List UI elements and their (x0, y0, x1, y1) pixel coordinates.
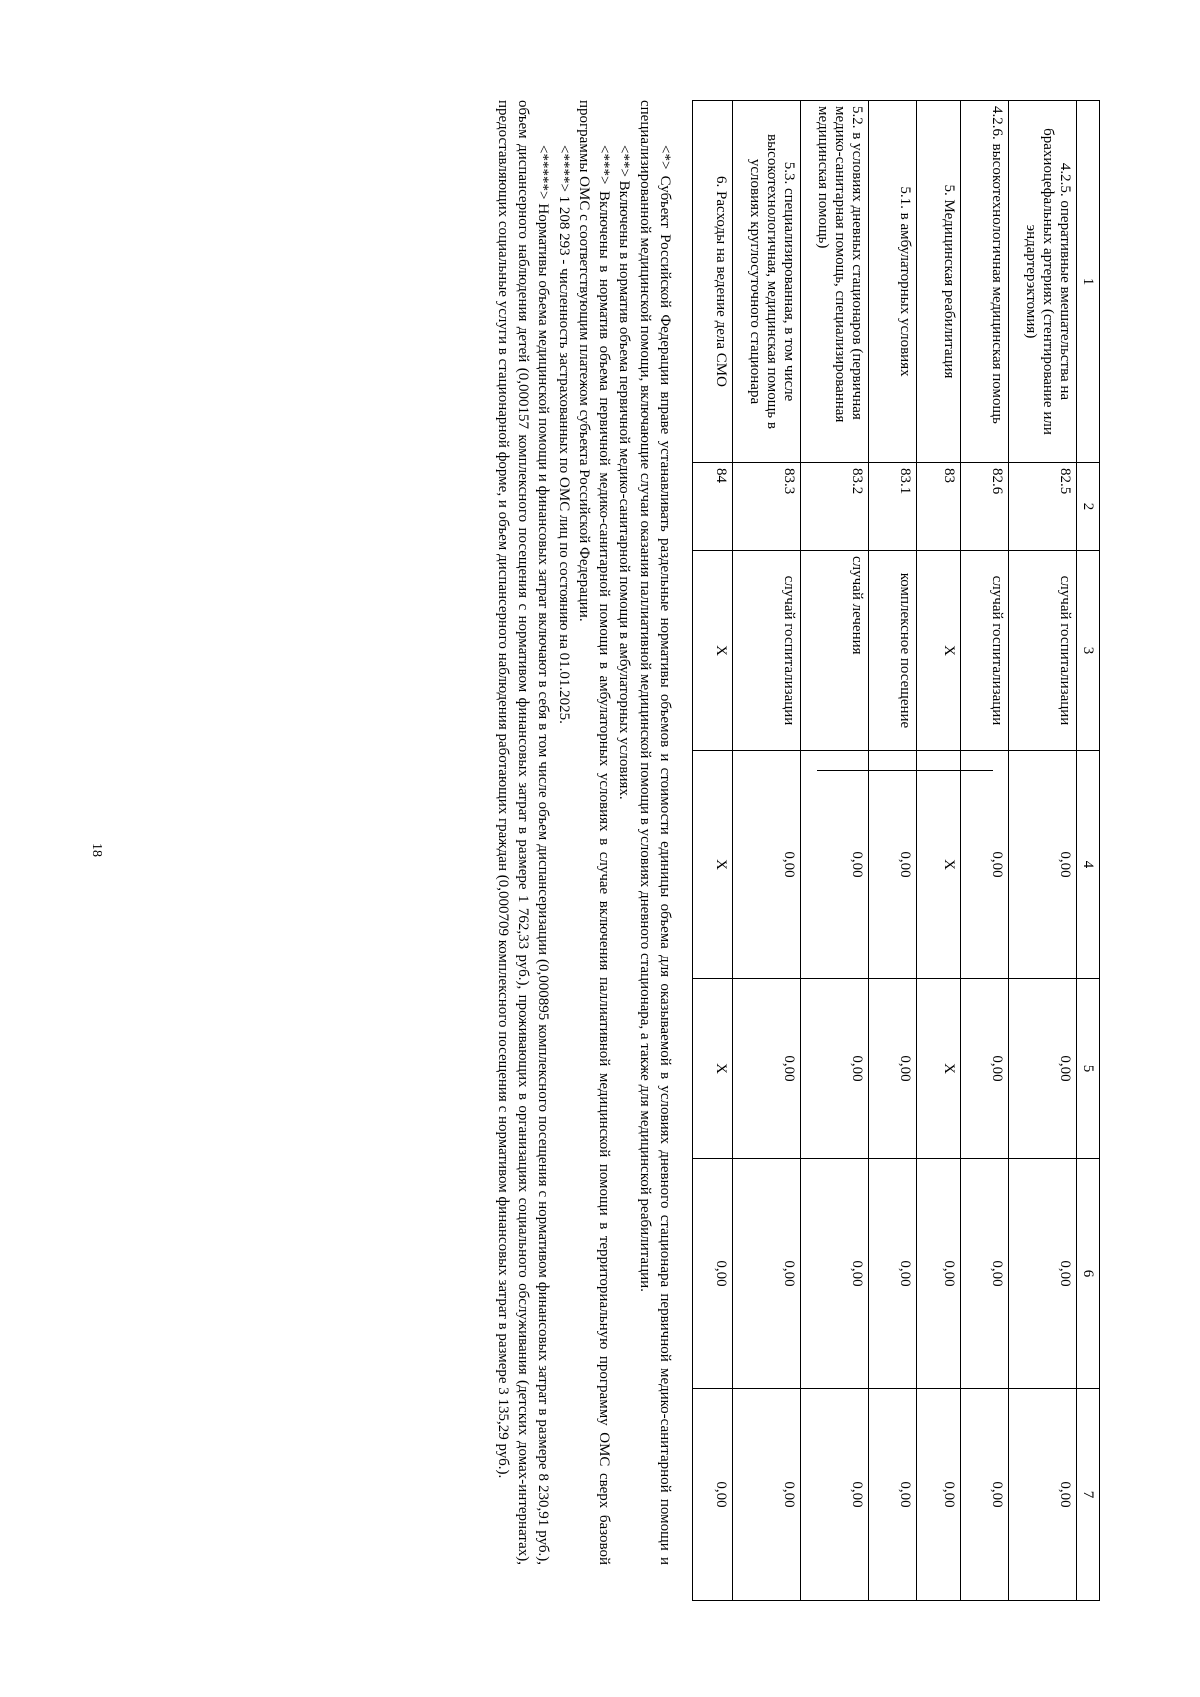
row-name-cell: 6. Расходы на ведение дела СМО (693, 101, 733, 463)
unit-cell: случай госпитализации (733, 551, 801, 751)
value-cell: 0,00 (1009, 979, 1077, 1159)
value-cell: 0,00 (801, 751, 869, 979)
value-cell: 0,00 (961, 979, 1009, 1159)
value-cell: X (917, 979, 961, 1159)
row-name-cell: 5.1. в амбулаторных условиях (869, 101, 917, 463)
footnote: <****> 1 208 293 - численность застрахованных по ОМС лиц по состоянию на 01.01.2025. (555, 145, 572, 724)
footnote: <*> Субъект Российской Федерации вправе устанавливать раздельные нормативы объемов и стоимости единицы объема для оказываемой в условиях дневного стационара первичной медико-санитарной помощи и специализированной медицинской помощи, включающие случаи оказания паллиативной медицинской помощи в условиях дневного стационара, а также для медицинской реабилитации. (636, 100, 673, 1565)
header-cell: 7 (1077, 1389, 1100, 1601)
value-cell: 0,00 (869, 1389, 917, 1601)
row-name-cell: 5.2. в условиях дневных стационаров (первичная медико-санитарная помощь, специализированная медицинская помощь) (801, 101, 869, 463)
row-code-cell: 83.3 (733, 463, 801, 551)
value-cell: 0,00 (869, 751, 917, 979)
row-code-cell: 83.1 (869, 463, 917, 551)
header-cell: 6 (1077, 1159, 1100, 1389)
row-code-cell: 82.6 (961, 463, 1009, 551)
table-header-row (1077, 101, 1100, 1601)
unit-cell: X (693, 551, 733, 751)
value-cell: 0,00 (801, 1389, 869, 1601)
value-cell: X (917, 751, 961, 979)
table-row (961, 101, 1009, 1601)
table-row (801, 101, 869, 1601)
footnote: <***> Включены в норматив объема первичной медико-санитарной помощи в амбулаторных условиях в случае включения паллиативной медицинской помощи в территориальную программу ОМС сверх базовой программы ОМС с соответствующим платежом субъекта Российской Федерации. (576, 100, 613, 1565)
row-name-cell: 4.2.6. высокотехнологичная медицинская помощь (961, 101, 1009, 463)
separator-line (817, 770, 993, 771)
value-cell: 0,00 (1009, 1159, 1077, 1389)
value-cell: 0,00 (801, 1159, 869, 1389)
unit-cell: случай госпитализации (1009, 551, 1077, 751)
value-cell: 0,00 (961, 1389, 1009, 1601)
row-code-cell: 82.5 (1009, 463, 1077, 551)
value-cell: 0,00 (733, 1389, 801, 1601)
page-number: 18 (89, 843, 104, 857)
row-code-cell: 83.2 (801, 463, 869, 551)
value-cell: 0,00 (917, 1389, 961, 1601)
header-cell: 2 (1077, 463, 1100, 551)
value-cell: 0,00 (869, 979, 917, 1159)
unit-cell: случай госпитализации (961, 551, 1009, 751)
value-cell: 0,00 (1009, 1389, 1077, 1601)
header-cell: 1 (1077, 101, 1100, 463)
footnote: <*****> Нормативы объема медицинской помощи и финансовых затрат включают в себя в том числе объем диспансеризации (0,000895 комплексного посещения с нормативом финансовых затрат в размере 8 230,91 руб.), объем диспансерного наблюдения детей (0,000157 комплексного посещения с нормативом финансовых затрат в размере 1 762,33 руб.), проживающих в организациях социального обслуживания (детских домах-интернатах), предоставляющих социальные услуги в стационарной форме, и объем диспансерного наблюдения работающих граждан (0,000709 комплексного посещения с нормативом финансовых затрат в размере 3 135,29 руб.). (495, 100, 552, 1565)
unit-cell: случай лечения (801, 551, 869, 751)
row-code-cell: 84 (693, 463, 733, 551)
footnote: <**> Включены в норматив объема первичной медико-санитарной помощи в амбулаторных условиях. (616, 145, 633, 800)
table-row (869, 101, 917, 1601)
header-cell: 3 (1077, 551, 1100, 751)
value-cell: 0,00 (733, 979, 801, 1159)
unit-cell: комплексное посещение (869, 551, 917, 751)
value-cell: 0,00 (1009, 751, 1077, 979)
header-cell: 4 (1077, 751, 1100, 979)
rotated-content (100, 100, 1100, 1600)
value-cell: 0,00 (693, 1389, 733, 1601)
norms-table (692, 100, 1100, 1601)
value-cell: 0,00 (961, 1159, 1009, 1389)
row-code-cell: 83 (917, 463, 961, 551)
value-cell: 0,00 (961, 751, 1009, 979)
footnotes (493, 100, 675, 1565)
value-cell: X (693, 751, 733, 979)
value-cell: 0,00 (733, 1159, 801, 1389)
value-cell: 0,00 (801, 979, 869, 1159)
table-row (693, 101, 733, 1601)
header-cell: 5 (1077, 979, 1100, 1159)
unit-cell: X (917, 551, 961, 751)
row-name-cell: 4.2.5. оперативные вмешательства на брахиоцефальных артериях (стентирование или эндартерэктомия) (1009, 101, 1077, 463)
row-name-cell: 5.3. специализированная, в том числе высокотехнологичная, медицинская помощь в условиях круглосуточного стационара (733, 101, 801, 463)
value-cell: 0,00 (733, 751, 801, 979)
row-name-cell: 5. Медицинская реабилитация (917, 101, 961, 463)
value-cell: X (693, 979, 733, 1159)
table-row (733, 101, 801, 1601)
value-cell: 0,00 (869, 1159, 917, 1389)
value-cell: 0,00 (693, 1159, 733, 1389)
table-row (1009, 101, 1077, 1601)
value-cell: 0,00 (917, 1159, 961, 1389)
table-row (917, 101, 961, 1601)
